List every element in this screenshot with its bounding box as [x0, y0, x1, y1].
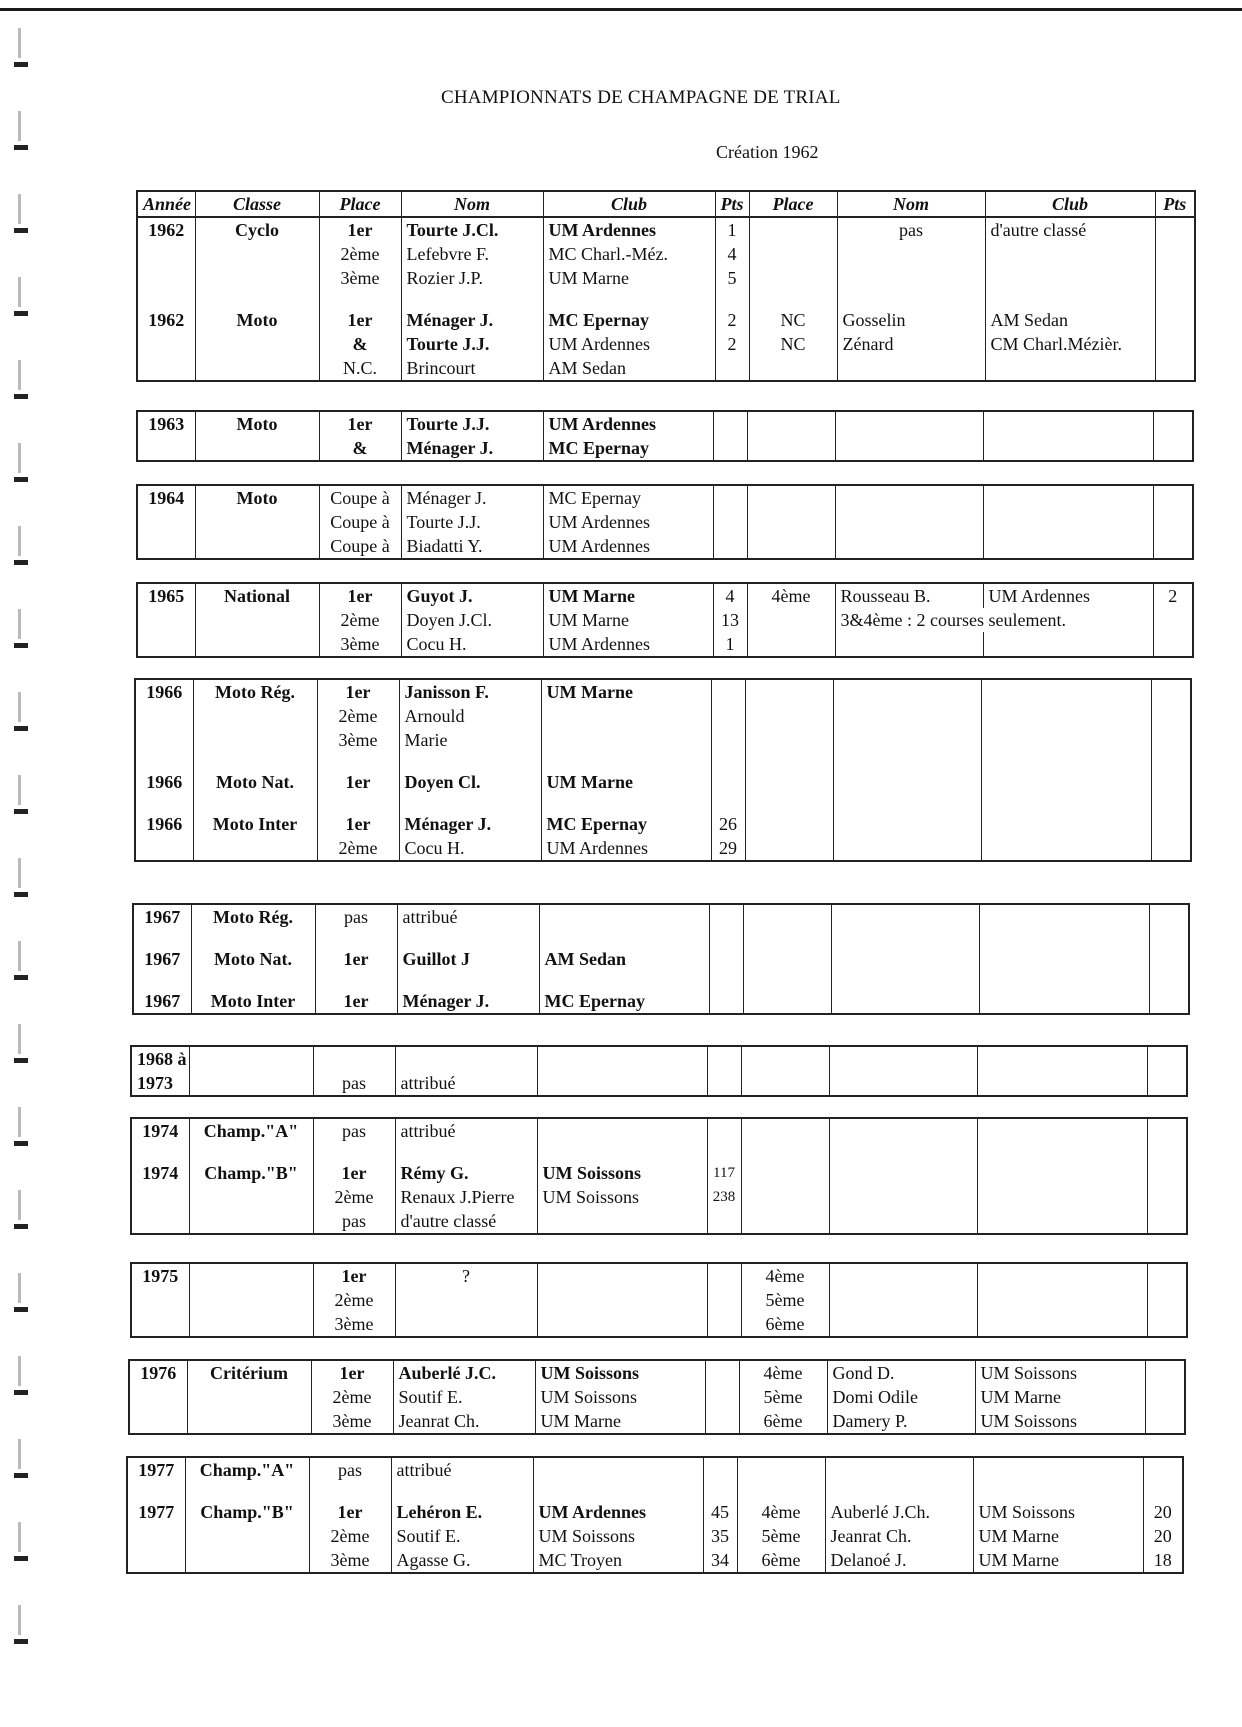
table-row [137, 308, 1195, 332]
table-row [135, 704, 1191, 728]
place-cell-2: 4ème [741, 1263, 829, 1288]
binder-ring [14, 1024, 26, 1068]
binder-ring [14, 111, 26, 155]
class-cell: Moto [195, 411, 319, 436]
name-cell: Biadatti Y. [401, 534, 543, 559]
table-row [135, 812, 1191, 836]
place-cell: 2ème [309, 1524, 391, 1548]
place-cell: & [319, 436, 401, 461]
year-cell: 1977 [127, 1500, 185, 1524]
name-cell: d'autre classé [395, 1209, 537, 1234]
name-cell: Agasse G. [391, 1548, 533, 1573]
table-row [137, 266, 1195, 290]
col-place-2: Place [749, 191, 837, 217]
class-cell: Critérium [187, 1360, 311, 1385]
name-cell: Renaux J.Pierre [395, 1185, 537, 1209]
name-cell-2: Domi Odile [827, 1385, 975, 1409]
table-row [137, 534, 1193, 559]
name-cell-2: Gond D. [827, 1360, 975, 1385]
results-1976 [128, 1359, 1186, 1435]
name-cell: Doyen Cl. [399, 770, 541, 794]
club-cell: MC Epernay [543, 485, 713, 510]
club-cell-2: UM Ardennes [983, 583, 1153, 608]
club-cell: UM Ardennes [541, 836, 711, 861]
place-cell: Coupe à [319, 510, 401, 534]
year-cell: 1967 [133, 989, 191, 1014]
place-cell: 1er [311, 1360, 393, 1385]
year-cell: 1968 à [131, 1046, 189, 1071]
place-cell-2: 5ème [737, 1524, 825, 1548]
year-cell: 1967 [133, 904, 191, 929]
name-cell: Janisson F. [399, 679, 541, 704]
results-1966 [134, 678, 1192, 862]
name-cell: Tourte J.J. [401, 332, 543, 356]
place-cell: Coupe à [319, 485, 401, 510]
table-row [137, 411, 1193, 436]
club-cell: UM Ardennes [533, 1500, 703, 1524]
pts-cell: 5 [715, 266, 749, 290]
table-row [133, 947, 1189, 971]
name-cell-2: Delanoé J. [825, 1548, 973, 1573]
place-cell-2: 5ème [739, 1385, 827, 1409]
club-cell: AM Sedan [543, 356, 715, 381]
club-cell: UM Ardennes [543, 534, 713, 559]
pts-cell-2: 20 [1143, 1524, 1183, 1548]
club-cell: UM Marne [543, 608, 713, 632]
place-cell-2: NC [749, 308, 837, 332]
name-cell: Tourte J.Cl. [401, 217, 543, 242]
binder-ring [14, 1439, 26, 1483]
results-1977 [126, 1456, 1184, 1574]
club-cell: MC Troyen [533, 1548, 703, 1573]
year-cell: 1962 [137, 308, 195, 332]
table-row [137, 217, 1195, 242]
table-row [131, 1161, 1187, 1185]
results-1975 [130, 1262, 1188, 1338]
place-cell: N.C. [319, 356, 401, 381]
year-cell: 1974 [131, 1161, 189, 1185]
pts-cell: 1 [713, 632, 747, 657]
place-cell: 1er [315, 989, 397, 1014]
class-cell: Cyclo [195, 217, 319, 242]
place-cell: & [319, 332, 401, 356]
col-place: Place [319, 191, 401, 217]
name-cell-2: Rousseau B. [835, 583, 983, 608]
name-cell: attribué [395, 1118, 537, 1143]
results-1965 [136, 582, 1194, 658]
year-cell: 1965 [137, 583, 195, 608]
pts-cell: 2 [715, 332, 749, 356]
year-cell: 1963 [137, 411, 195, 436]
results-1967 [132, 903, 1190, 1015]
name-cell: Cocu H. [401, 632, 543, 657]
header-row [137, 191, 1195, 217]
name-cell: Arnould [399, 704, 541, 728]
binder-ring [14, 692, 26, 736]
name-cell: ? [395, 1263, 537, 1288]
name-cell: Brincourt [401, 356, 543, 381]
pts-cell: 29 [711, 836, 745, 861]
table-row [137, 485, 1193, 510]
place-cell: 1er [313, 1161, 395, 1185]
table-row [137, 242, 1195, 266]
col-club-2: Club [985, 191, 1155, 217]
place-cell-2: 6ème [741, 1312, 829, 1337]
club-cell: UM Soissons [535, 1360, 705, 1385]
table-row [135, 728, 1191, 752]
binder-ring [14, 277, 26, 321]
table-row [131, 1263, 1187, 1288]
club-cell: UM Ardennes [543, 332, 715, 356]
pts-cell-2: 20 [1143, 1500, 1183, 1524]
place-cell: 2ème [313, 1185, 395, 1209]
club-cell: UM Marne [541, 679, 711, 704]
name-cell-2: pas [837, 217, 985, 242]
pts-cell: 26 [711, 812, 745, 836]
name-cell: Ménager J. [401, 485, 543, 510]
page-title: CHAMPIONNATS DE CHAMPAGNE DE TRIAL [441, 87, 841, 108]
binder-ring [14, 609, 26, 653]
club-cell: UM Ardennes [543, 411, 713, 436]
place-cell: 3ème [313, 1312, 395, 1337]
binder-ring [14, 28, 26, 72]
year-cell: 1966 [135, 812, 193, 836]
place-cell-2: 4ème [739, 1360, 827, 1385]
results-1963 [136, 410, 1194, 462]
pts-cell: 4 [713, 583, 747, 608]
col-pts: Pts [715, 191, 749, 217]
binder-ring [14, 526, 26, 570]
club-cell: UM Marne [543, 583, 713, 608]
class-cell: Moto [195, 485, 319, 510]
binder-ring [14, 1190, 26, 1234]
binder-ring [14, 194, 26, 238]
col-club: Club [543, 191, 715, 217]
name-cell: Tourte J.J. [401, 411, 543, 436]
place-cell: 1er [319, 217, 401, 242]
class-cell: National [195, 583, 319, 608]
table-row [129, 1360, 1185, 1385]
name-cell: Ménager J. [401, 436, 543, 461]
name-cell: Guillot J [397, 947, 539, 971]
name-cell-2: Damery P. [827, 1409, 975, 1434]
place-cell: 3ème [317, 728, 399, 752]
table-row [137, 583, 1193, 608]
name-cell-2: Auberlé J.Ch. [825, 1500, 973, 1524]
club-cell: MC Epernay [541, 812, 711, 836]
table-row [127, 1524, 1183, 1548]
name-cell: Marie [399, 728, 541, 752]
club-cell: UM Soissons [533, 1524, 703, 1548]
club-cell: UM Soissons [537, 1161, 707, 1185]
table-row [137, 356, 1195, 381]
pts-cell: 34 [703, 1548, 737, 1573]
table-row [135, 836, 1191, 861]
place-cell: 2ème [311, 1385, 393, 1409]
pts-cell: 117 [707, 1161, 741, 1185]
top-rule [0, 8, 1242, 11]
place-cell-2: 4ème [737, 1500, 825, 1524]
table-row [137, 608, 1193, 632]
name-cell-2: Jeanrat Ch. [825, 1524, 973, 1548]
place-cell: 2ème [313, 1288, 395, 1312]
name-cell-2: Zénard [837, 332, 985, 356]
name-cell: Lehéron E. [391, 1500, 533, 1524]
table-row [135, 770, 1191, 794]
year-cell: 1966 [135, 770, 193, 794]
class-cell: Champ."A" [189, 1118, 313, 1143]
col-pts-2: Pts [1155, 191, 1195, 217]
binder-ring [14, 1356, 26, 1400]
club-cell: UM Marne [535, 1409, 705, 1434]
place-cell: 2ème [317, 704, 399, 728]
club-cell-2: UM Soissons [975, 1409, 1145, 1434]
class-cell: Moto Inter [193, 812, 317, 836]
class-cell: Moto Rég. [193, 679, 317, 704]
club-cell-2: UM Marne [973, 1548, 1143, 1573]
name-cell: Soutif E. [393, 1385, 535, 1409]
place-cell: pas [315, 904, 397, 929]
pts-cell: 2 [715, 308, 749, 332]
club-cell: UM Ardennes [543, 632, 713, 657]
class-cell: Moto Nat. [191, 947, 315, 971]
club-cell-2: UM Marne [975, 1385, 1145, 1409]
club-cell-2: d'autre classé [985, 217, 1155, 242]
results-1962 [136, 190, 1196, 382]
col-classe: Classe [195, 191, 319, 217]
pts-cell: 238 [707, 1185, 741, 1209]
binder-ring [14, 858, 26, 902]
club-cell: UM Marne [541, 770, 711, 794]
year-cell: 1973 [131, 1071, 189, 1096]
table-row [137, 436, 1193, 461]
place-cell: 1er [317, 679, 399, 704]
place-cell: pas [313, 1209, 395, 1234]
pts-cell-2: 2 [1153, 583, 1193, 608]
table-row [131, 1185, 1187, 1209]
pts-cell: 13 [713, 608, 747, 632]
club-cell: MC Epernay [543, 308, 715, 332]
place-cell: 1er [319, 411, 401, 436]
table-row [127, 1457, 1183, 1482]
binder-ring [14, 941, 26, 985]
place-cell: 1er [313, 1263, 395, 1288]
name-cell: Rémy G. [395, 1161, 537, 1185]
club-cell-2: AM Sedan [985, 308, 1155, 332]
table-row [129, 1385, 1185, 1409]
club-cell: UM Ardennes [543, 217, 715, 242]
name-cell: Rozier J.P. [401, 266, 543, 290]
binder-spine [0, 0, 40, 1727]
table-row [135, 679, 1191, 704]
col-annee: Année [137, 191, 195, 217]
year-cell: 1966 [135, 679, 193, 704]
creation-year: Création 1962 [716, 142, 819, 162]
club-cell: MC Epernay [543, 436, 713, 461]
place-cell: 3ème [319, 632, 401, 657]
binder-ring [14, 360, 26, 404]
table-row [131, 1288, 1187, 1312]
name-cell: Ménager J. [399, 812, 541, 836]
club-cell-2: UM Soissons [973, 1500, 1143, 1524]
table-row [131, 1209, 1187, 1234]
name-cell: Ménager J. [397, 989, 539, 1014]
club-cell-2: CM Charl.Mézièr. [985, 332, 1155, 356]
table-row [127, 1548, 1183, 1573]
place-cell: 3ème [311, 1409, 393, 1434]
year-cell: 1974 [131, 1118, 189, 1143]
table-row [131, 1046, 1187, 1071]
name-cell: Lefebvre F. [401, 242, 543, 266]
place-cell: 2ème [317, 836, 399, 861]
table-row [137, 332, 1195, 356]
name-cell: Ménager J. [401, 308, 543, 332]
place-cell: 2ème [319, 242, 401, 266]
name-cell: attribué [391, 1457, 533, 1482]
club-cell: AM Sedan [539, 947, 709, 971]
results-1974 [130, 1117, 1188, 1235]
year-cell: 1967 [133, 947, 191, 971]
year-cell: 1976 [129, 1360, 187, 1385]
place-cell: pas [313, 1118, 395, 1143]
year-cell: 1964 [137, 485, 195, 510]
class-cell: Moto [195, 308, 319, 332]
club-cell: UM Marne [543, 266, 715, 290]
table-row [131, 1118, 1187, 1143]
binder-ring [14, 775, 26, 819]
table-row [131, 1312, 1187, 1337]
club-cell: UM Soissons [537, 1185, 707, 1209]
name-cell-2: Gosselin [837, 308, 985, 332]
place-cell: pas [313, 1071, 395, 1096]
place-cell: 1er [319, 308, 401, 332]
binder-ring [14, 443, 26, 487]
place-cell: pas [309, 1457, 391, 1482]
place-cell: 1er [317, 812, 399, 836]
place-cell: 1er [319, 583, 401, 608]
place-cell: 2ème [319, 608, 401, 632]
binder-ring [14, 1522, 26, 1566]
name-cell: Guyot J. [401, 583, 543, 608]
name-cell: Jeanrat Ch. [393, 1409, 535, 1434]
place-cell: 1er [309, 1500, 391, 1524]
binder-ring [14, 1273, 26, 1317]
club-cell: UM Ardennes [543, 510, 713, 534]
name-cell: Cocu H. [399, 836, 541, 861]
binder-ring [14, 1605, 26, 1649]
results-1968-1973 [130, 1045, 1188, 1097]
pts-cell: 4 [715, 242, 749, 266]
year-cell: 1975 [131, 1263, 189, 1288]
name-cell: Auberlé J.C. [393, 1360, 535, 1385]
place-cell-2: 5ème [741, 1288, 829, 1312]
place-cell: 3ème [309, 1548, 391, 1573]
pts-cell: 45 [703, 1500, 737, 1524]
table-row [129, 1409, 1185, 1434]
name-cell: Soutif E. [391, 1524, 533, 1548]
place-cell: Coupe à [319, 534, 401, 559]
class-cell: Champ."A" [185, 1457, 309, 1482]
pts-cell: 1 [715, 217, 749, 242]
year-cell: 1977 [127, 1457, 185, 1482]
club-cell-2: UM Soissons [975, 1360, 1145, 1385]
pts-cell-2: 18 [1143, 1548, 1183, 1573]
place-cell-2: 6ème [739, 1409, 827, 1434]
class-cell: Moto Nat. [193, 770, 317, 794]
place-cell-2: 6ème [737, 1548, 825, 1573]
year-cell: 1962 [137, 217, 195, 242]
class-cell: Champ."B" [185, 1500, 309, 1524]
col-nom: Nom [401, 191, 543, 217]
pts-cell: 35 [703, 1524, 737, 1548]
table-row [137, 510, 1193, 534]
results-1964 [136, 484, 1194, 560]
place-cell: 1er [315, 947, 397, 971]
class-cell: Champ."B" [189, 1161, 313, 1185]
col-nom-2: Nom [837, 191, 985, 217]
name-cell: Tourte J.J. [401, 510, 543, 534]
place-cell-2: 4ème [747, 583, 835, 608]
table-row [137, 632, 1193, 657]
name-cell: attribué [395, 1071, 537, 1096]
place-cell-2: NC [749, 332, 837, 356]
club-cell-2: UM Marne [973, 1524, 1143, 1548]
table-row [133, 904, 1189, 929]
class-cell: Moto Inter [191, 989, 315, 1014]
name-cell: attribué [397, 904, 539, 929]
binder-ring [14, 1107, 26, 1151]
club-cell: MC Charl.-Méz. [543, 242, 715, 266]
table-row [127, 1500, 1183, 1524]
name-cell: Doyen J.Cl. [401, 608, 543, 632]
club-cell: MC Epernay [539, 989, 709, 1014]
club-cell: UM Soissons [535, 1385, 705, 1409]
note-cell: 3&4ème : 2 courses seulement. [835, 608, 1153, 632]
class-cell: Moto Rég. [191, 904, 315, 929]
place-cell: 1er [317, 770, 399, 794]
table-row [131, 1071, 1187, 1096]
table-row [133, 989, 1189, 1014]
place-cell: 3ème [319, 266, 401, 290]
